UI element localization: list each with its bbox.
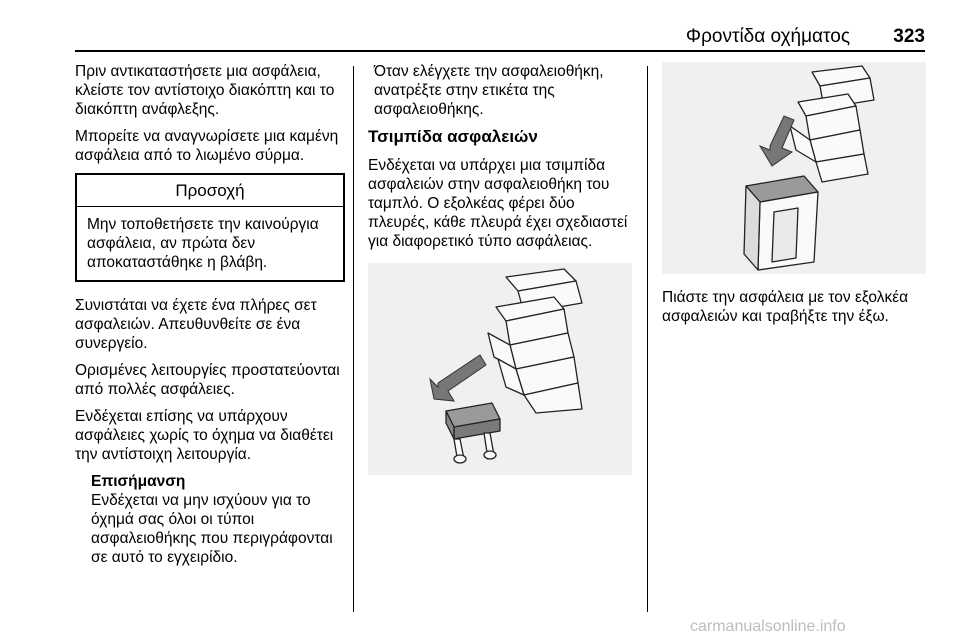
paragraph-spare-set: Συνιστάται να έχετε ένα πλήρες σετ ασφαλειών. Απευθυνθείτε σε ένα συνεργείο. — [75, 297, 317, 352]
note-title: Επισήμανση — [91, 473, 186, 490]
section-heading-fuse-extractor: Τσιμπίδα ασφαλειών — [368, 127, 538, 146]
paragraph-burnt-fuse: Μπορείτε να αναγνωρίσετε μια καμένη ασφάλεια από το λιωμένο σύρμα. — [75, 128, 339, 164]
watermark: carmanualsonline.info — [690, 618, 846, 635]
column-1 — [75, 62, 345, 567]
note-text: Ενδέχεται να μην ισχύουν για το όχημά σας όλοι οι τύποι ασφαλειοθήκης που περιγράφονται σε αυτό το εγχειρίδιο. — [91, 492, 333, 566]
illustration-fuse-extractor — [368, 263, 632, 475]
running-header-title: Φροντίδα οχήματος — [685, 26, 850, 47]
paragraph-grip-and-pull: Πιάστε την ασφάλεια με τον εξολκέα ασφαλειών και τραβήξτε την έξω. — [662, 289, 909, 325]
column-3 — [662, 62, 927, 334]
page-number: 323 — [893, 26, 925, 47]
pull-fuse-drawing — [662, 62, 926, 274]
paragraph-unused-fuses: Ενδέχεται επίσης να υπάρχουν ασφάλειες χωρίς το όχημα να διαθέτει την αντίστοιχη λειτουργία. — [75, 408, 334, 463]
column-divider-1 — [353, 66, 354, 612]
caution-title: Προσοχή — [77, 175, 343, 207]
header-rule — [75, 50, 925, 52]
illustration-pull-fuse — [662, 62, 926, 274]
column-2 — [368, 62, 638, 489]
paragraph-before-replacing: Πριν αντικαταστήσετε μια ασφάλεια, κλείστε τον αντίστοιχο διακόπτη και το διακόπτη ανάφλεξης. — [75, 63, 335, 118]
note-block — [91, 472, 345, 567]
paragraph-fuse-extractor: Ενδέχεται να υπάρχει μια τσιμπίδα ασφαλειών στην ασφαλειοθήκη του ταμπλό. Ο εξολκέας φέρει δύο πλευρές, κάθε πλευρά έχει σχεδιαστεί για διαφορετικό τύπο ασφάλειας. — [368, 157, 628, 250]
caution-text: Μην τοποθετήσετε την καινούργια ασφάλεια, αν πρώτα δεν αποκαταστάθηκε η βλάβη. — [87, 216, 319, 271]
paragraph-multiple-fuses: Ορισμένες λειτουργίες προστατεύονται από πολλές ασφάλειες. — [75, 362, 340, 398]
caution-box — [75, 173, 345, 282]
column-divider-2 — [647, 66, 648, 612]
fuse-extractor-drawing — [368, 263, 632, 475]
paragraph-check-label: Όταν ελέγχετε την ασφαλειοθήκη, ανατρέξτε στην ετικέτα της ασφαλειοθήκης. — [374, 63, 604, 118]
